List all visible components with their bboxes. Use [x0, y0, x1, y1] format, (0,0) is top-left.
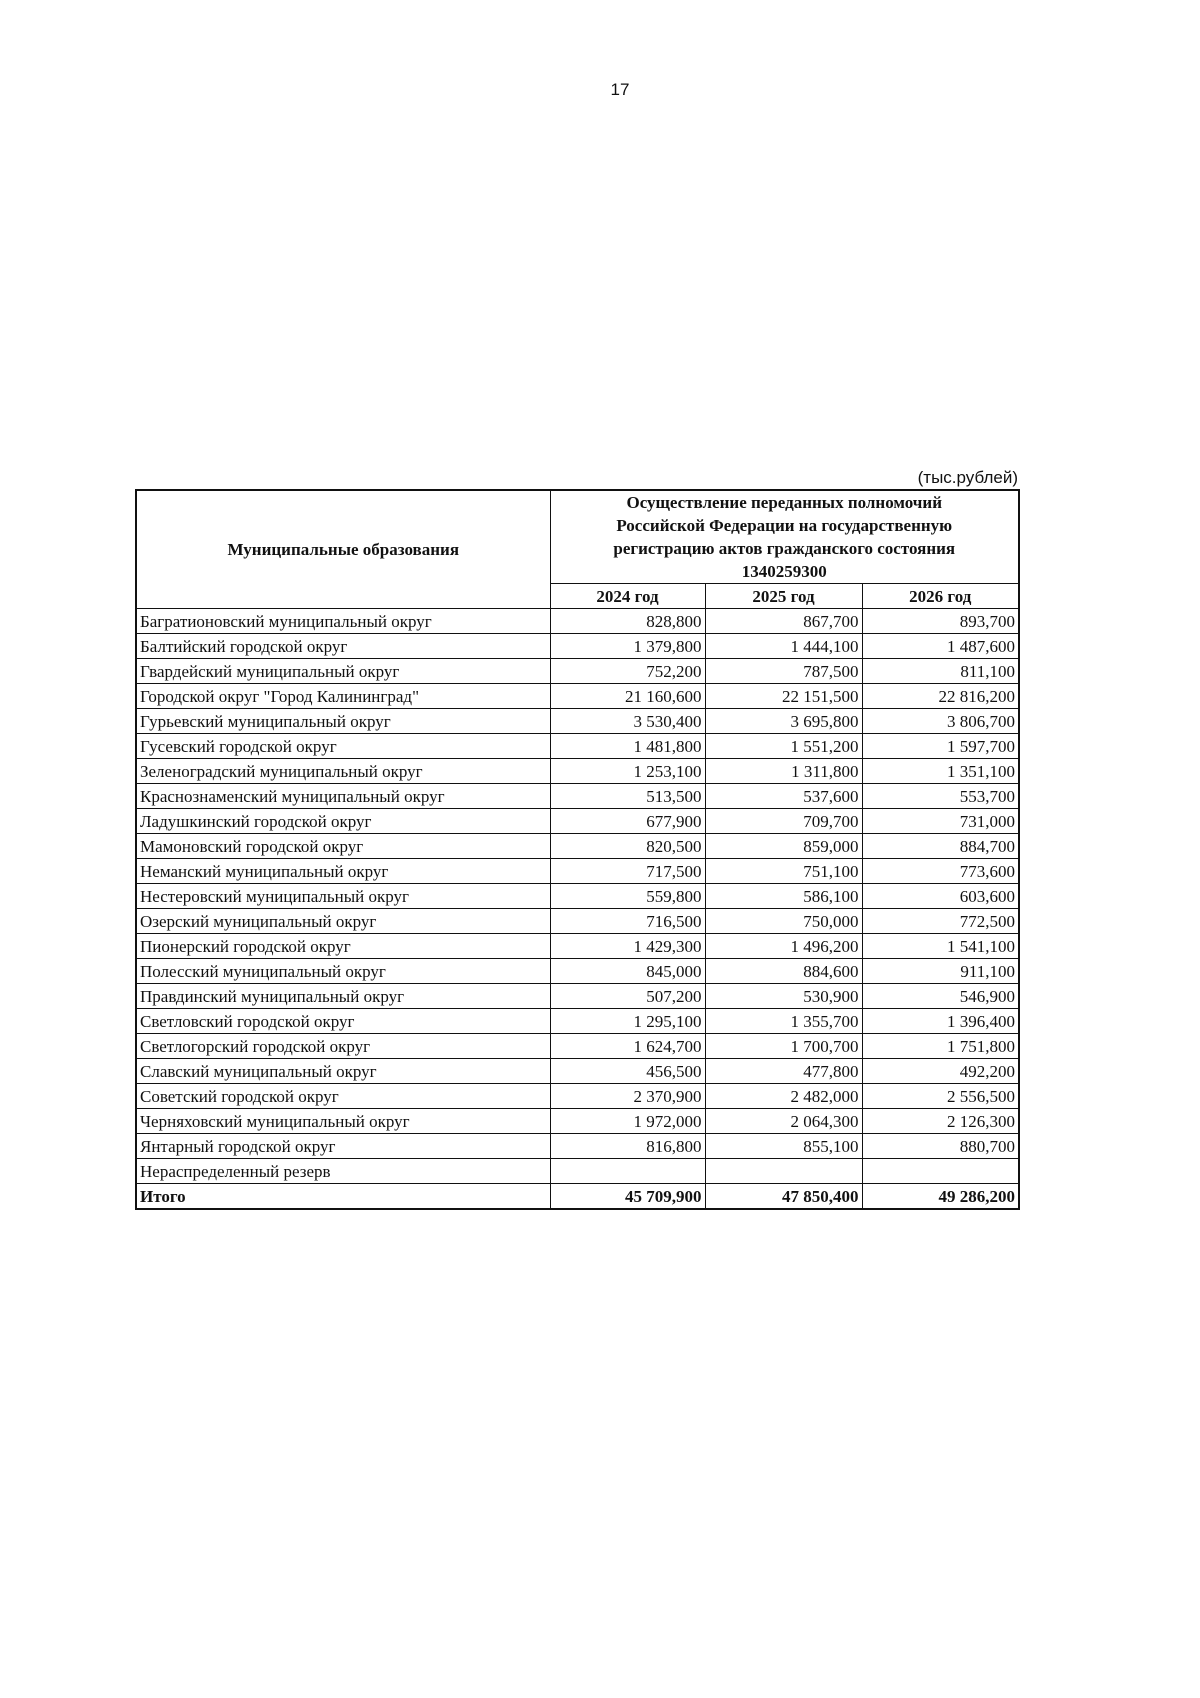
value-2025: 530,900 [705, 984, 862, 1009]
municipality-name: Янтарный городской округ [136, 1134, 550, 1159]
value-2024 [550, 1159, 705, 1184]
municipality-name: Зеленоградский муниципальный округ [136, 759, 550, 784]
value-2026: 492,200 [862, 1059, 1019, 1084]
value-2026: 1 751,800 [862, 1034, 1019, 1059]
value-2025: 47 850,400 [705, 1184, 862, 1210]
municipality-name: Славский муниципальный округ [136, 1059, 550, 1084]
page-number: 17 [610, 80, 630, 99]
value-2024: 845,000 [550, 959, 705, 984]
table-body [136, 609, 1019, 1210]
value-2024: 1 972,000 [550, 1109, 705, 1134]
value-2024: 1 253,100 [550, 759, 705, 784]
table-row [136, 834, 1019, 859]
value-2025 [705, 1159, 862, 1184]
table-row [136, 709, 1019, 734]
table-row [136, 984, 1019, 1009]
value-2026: 772,500 [862, 909, 1019, 934]
value-2026: 3 806,700 [862, 709, 1019, 734]
table-row [136, 759, 1019, 784]
value-2026: 911,100 [862, 959, 1019, 984]
municipality-name: Светлогорский городской округ [136, 1034, 550, 1059]
value-2026: 1 396,400 [862, 1009, 1019, 1034]
value-2026: 884,700 [862, 834, 1019, 859]
value-2026: 553,700 [862, 784, 1019, 809]
value-2024: 1 295,100 [550, 1009, 705, 1034]
header-desc-code: 1340259300 [741, 562, 827, 581]
municipality-name: Озерский муниципальный округ [136, 909, 550, 934]
value-2026: 546,900 [862, 984, 1019, 1009]
value-2024: 1 624,700 [550, 1034, 705, 1059]
value-2024: 1 481,800 [550, 734, 705, 759]
value-2025: 2 482,000 [705, 1084, 862, 1109]
header-description [550, 490, 1019, 584]
municipality-name: Итого [136, 1184, 550, 1210]
municipality-name: Правдинский муниципальный округ [136, 984, 550, 1009]
value-2026: 811,100 [862, 659, 1019, 684]
municipality-name: Пионерский городской округ [136, 934, 550, 959]
table-row [136, 909, 1019, 934]
municipality-name: Мамоновский городской округ [136, 834, 550, 859]
value-2025: 22 151,500 [705, 684, 862, 709]
header-desc-line: Российской Федерации на государственную [616, 516, 953, 535]
table-row [136, 1059, 1019, 1084]
value-2024: 3 530,400 [550, 709, 705, 734]
value-2026 [862, 1159, 1019, 1184]
table-row [136, 859, 1019, 884]
value-2026: 731,000 [862, 809, 1019, 834]
value-2026: 1 351,100 [862, 759, 1019, 784]
table-row [136, 684, 1019, 709]
table-row [136, 809, 1019, 834]
value-2025: 537,600 [705, 784, 862, 809]
municipality-name: Гурьевский муниципальный округ [136, 709, 550, 734]
value-2024: 45 709,900 [550, 1184, 705, 1210]
value-2024: 21 160,600 [550, 684, 705, 709]
value-2025: 884,600 [705, 959, 862, 984]
header-municipalities: Муниципальные образования [136, 490, 550, 609]
header-year-2025: 2025 год [705, 584, 862, 609]
table-row [136, 784, 1019, 809]
value-2024: 816,800 [550, 1134, 705, 1159]
table-row [136, 884, 1019, 909]
value-2026: 49 286,200 [862, 1184, 1019, 1210]
value-2024: 1 429,300 [550, 934, 705, 959]
municipality-name: Ладушкинский городской округ [136, 809, 550, 834]
value-2025: 787,500 [705, 659, 862, 684]
value-2024: 507,200 [550, 984, 705, 1009]
table-row [136, 659, 1019, 684]
table-row [136, 1009, 1019, 1034]
table-row [136, 634, 1019, 659]
value-2025: 586,100 [705, 884, 862, 909]
municipality-name: Багратионовский муниципальный округ [136, 609, 550, 634]
value-2024: 717,500 [550, 859, 705, 884]
value-2024: 456,500 [550, 1059, 705, 1084]
value-2024: 2 370,900 [550, 1084, 705, 1109]
municipality-name: Неманский муниципальный округ [136, 859, 550, 884]
value-2025: 867,700 [705, 609, 862, 634]
value-2025: 3 695,800 [705, 709, 862, 734]
total-row [136, 1184, 1019, 1210]
table-row [136, 734, 1019, 759]
table-row [136, 1034, 1019, 1059]
municipality-name: Краснознаменский муниципальный округ [136, 784, 550, 809]
table-header-row [136, 490, 1019, 584]
table-row [136, 609, 1019, 634]
table-row [136, 1084, 1019, 1109]
units-label: (тыс.рублей) [917, 468, 1018, 487]
table-row [136, 934, 1019, 959]
value-2026: 603,600 [862, 884, 1019, 909]
value-2026: 880,700 [862, 1134, 1019, 1159]
value-2024: 677,900 [550, 809, 705, 834]
municipality-name: Советский городской округ [136, 1084, 550, 1109]
municipality-name: Черняховский муниципальный округ [136, 1109, 550, 1134]
header-desc-line: регистрацию актов гражданского состояния [613, 539, 956, 558]
value-2025: 477,800 [705, 1059, 862, 1084]
municipality-name: Полесский муниципальный округ [136, 959, 550, 984]
value-2025: 1 496,200 [705, 934, 862, 959]
value-2024: 559,800 [550, 884, 705, 909]
value-2025: 1 355,700 [705, 1009, 862, 1034]
value-2024: 820,500 [550, 834, 705, 859]
municipality-name: Гусевский городской округ [136, 734, 550, 759]
value-2025: 855,100 [705, 1134, 862, 1159]
header-desc-line: Осуществление переданных полномочий [626, 493, 942, 512]
value-2026: 773,600 [862, 859, 1019, 884]
value-2025: 750,000 [705, 909, 862, 934]
value-2026: 1 541,100 [862, 934, 1019, 959]
value-2025: 1 444,100 [705, 634, 862, 659]
table-row [136, 1109, 1019, 1134]
value-2025: 1 700,700 [705, 1034, 862, 1059]
value-2026: 2 556,500 [862, 1084, 1019, 1109]
value-2026: 2 126,300 [862, 1109, 1019, 1134]
municipality-name: Нераспределенный резерв [136, 1159, 550, 1184]
value-2024: 716,500 [550, 909, 705, 934]
value-2025: 1 551,200 [705, 734, 862, 759]
value-2025: 1 311,800 [705, 759, 862, 784]
value-2025: 751,100 [705, 859, 862, 884]
value-2025: 859,000 [705, 834, 862, 859]
value-2024: 752,200 [550, 659, 705, 684]
table-row [136, 959, 1019, 984]
table-row [136, 1134, 1019, 1159]
municipality-name: Гвардейский муниципальный округ [136, 659, 550, 684]
value-2026: 1 487,600 [862, 634, 1019, 659]
value-2025: 709,700 [705, 809, 862, 834]
value-2024: 828,800 [550, 609, 705, 634]
value-2024: 513,500 [550, 784, 705, 809]
value-2024: 1 379,800 [550, 634, 705, 659]
budget-table [135, 489, 1020, 1210]
municipality-name: Балтийский городской округ [136, 634, 550, 659]
value-2025: 2 064,300 [705, 1109, 862, 1134]
municipality-name: Нестеровский муниципальный округ [136, 884, 550, 909]
table-row [136, 1159, 1019, 1184]
value-2026: 22 816,200 [862, 684, 1019, 709]
municipality-name: Городской округ "Город Калининград" [136, 684, 550, 709]
value-2026: 1 597,700 [862, 734, 1019, 759]
header-year-2026: 2026 год [862, 584, 1019, 609]
municipality-name: Светловский городской округ [136, 1009, 550, 1034]
header-year-2024: 2024 год [550, 584, 705, 609]
value-2026: 893,700 [862, 609, 1019, 634]
